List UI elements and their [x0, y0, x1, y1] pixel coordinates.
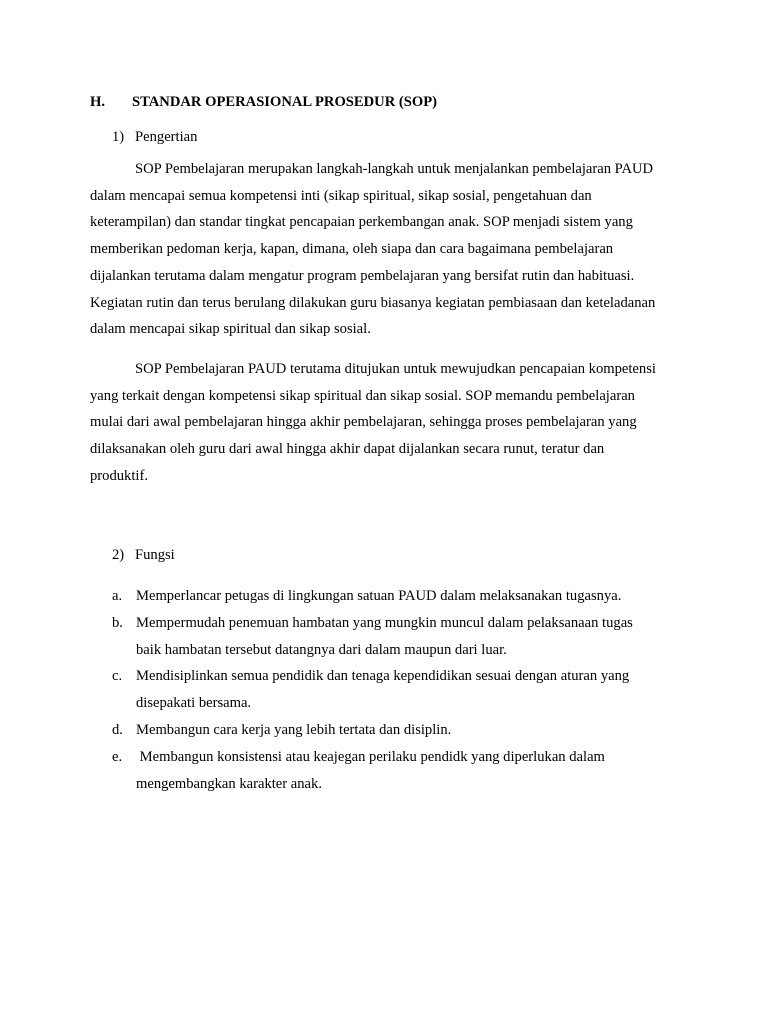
list-item	[112, 583, 672, 610]
paragraph-line: dijalankan terutama dalam mengatur program pembelajaran yang bersifat rutin dan habituasi.	[90, 267, 635, 284]
paragraph-line: mulai dari awal pembelajaran hingga akhir pembelajaran, sehingga proses pembelajaran yang	[90, 414, 637, 431]
subsection-number: 2)	[112, 547, 125, 563]
subsection-number: 1)	[112, 129, 125, 145]
paragraph-purpose	[90, 356, 680, 490]
list-item-text: mengembangkan karakter anak.	[136, 775, 322, 792]
list-item	[112, 663, 672, 717]
section-heading	[90, 92, 437, 112]
list-item-text: Membangun konsistensi atau keajegan perilaku pendidk yang diperlukan dalam	[136, 748, 605, 765]
list-item-text: Membangun cara kerja yang lebih tertata dan disiplin.	[136, 721, 452, 738]
list-marker: d.	[112, 721, 123, 738]
list-marker: a.	[112, 588, 123, 604]
heading-letter: H.	[90, 94, 105, 110]
paragraph-line: dilaksanakan oleh guru dari awal hingga akhir dapat dijalankan secara runut, teratur dan	[90, 441, 605, 458]
heading-title: STANDAR OPERASIONAL PROSEDUR (SOP)	[132, 94, 438, 110]
list-item-text: Mempermudah penemuan hambatan yang mungkin muncul dalam pelaksanaan tugas	[136, 614, 633, 631]
paragraph-line: SOP Pembelajaran merupakan langkah-langkah untuk menjalankan pembelajaran PAUD	[135, 161, 654, 177]
subsection-title: Fungsi	[135, 547, 175, 563]
subsection-pengertian-title	[112, 127, 197, 147]
paragraph-line: memberikan pedoman kerja, kapan, dimana, oleh siapa dan cara bagaimana pembelajaran	[90, 241, 614, 258]
list-marker: e.	[112, 748, 123, 765]
list-marker: b.	[112, 614, 123, 631]
paragraph-line: Kegiatan rutin dan terus berulang dilakukan guru biasanya kegiatan pembiasaan dan keteladanan	[90, 294, 656, 311]
list-item-text: disepakati bersama.	[136, 695, 252, 712]
subsection-fungsi-title	[112, 545, 175, 565]
paragraph-line: yang terkait dengan kompetensi sikap spiritual dan sikap sosial. SOP memandu pembelajaran	[90, 387, 635, 404]
function-list	[112, 583, 672, 797]
paragraph-line: dalam mencapai sikap spiritual dan sikap sosial.	[90, 321, 371, 338]
list-item	[112, 717, 672, 744]
list-item-text: Memperlancar petugas di lingkungan satuan PAUD dalam melaksanakan tugasnya.	[136, 588, 622, 604]
paragraph-line: SOP Pembelajaran PAUD terutama ditujukan untuk mewujudkan pencapaian kompetensi	[135, 361, 656, 377]
list-item-text: baik hambatan tersebut datangnya dari dalam maupun dari luar.	[136, 641, 507, 658]
paragraph-definition	[90, 156, 680, 343]
paragraph-line: keterampilan) dan standar tingkat pencapaian perkembangan anak. SOP menjadi sistem yang	[90, 214, 633, 231]
subsection-title: Pengertian	[135, 129, 198, 145]
list-item-text: Mendisiplinkan semua pendidik dan tenaga kependidikan sesuai dengan aturan yang	[136, 668, 630, 685]
list-marker: c.	[112, 668, 123, 685]
paragraph-line: produktif.	[90, 467, 148, 484]
list-item	[112, 610, 672, 664]
list-item	[112, 744, 672, 798]
paragraph-line: dalam mencapai semua kompetensi inti (sikap spiritual, sikap sosial, pengetahuan dan	[90, 187, 592, 204]
